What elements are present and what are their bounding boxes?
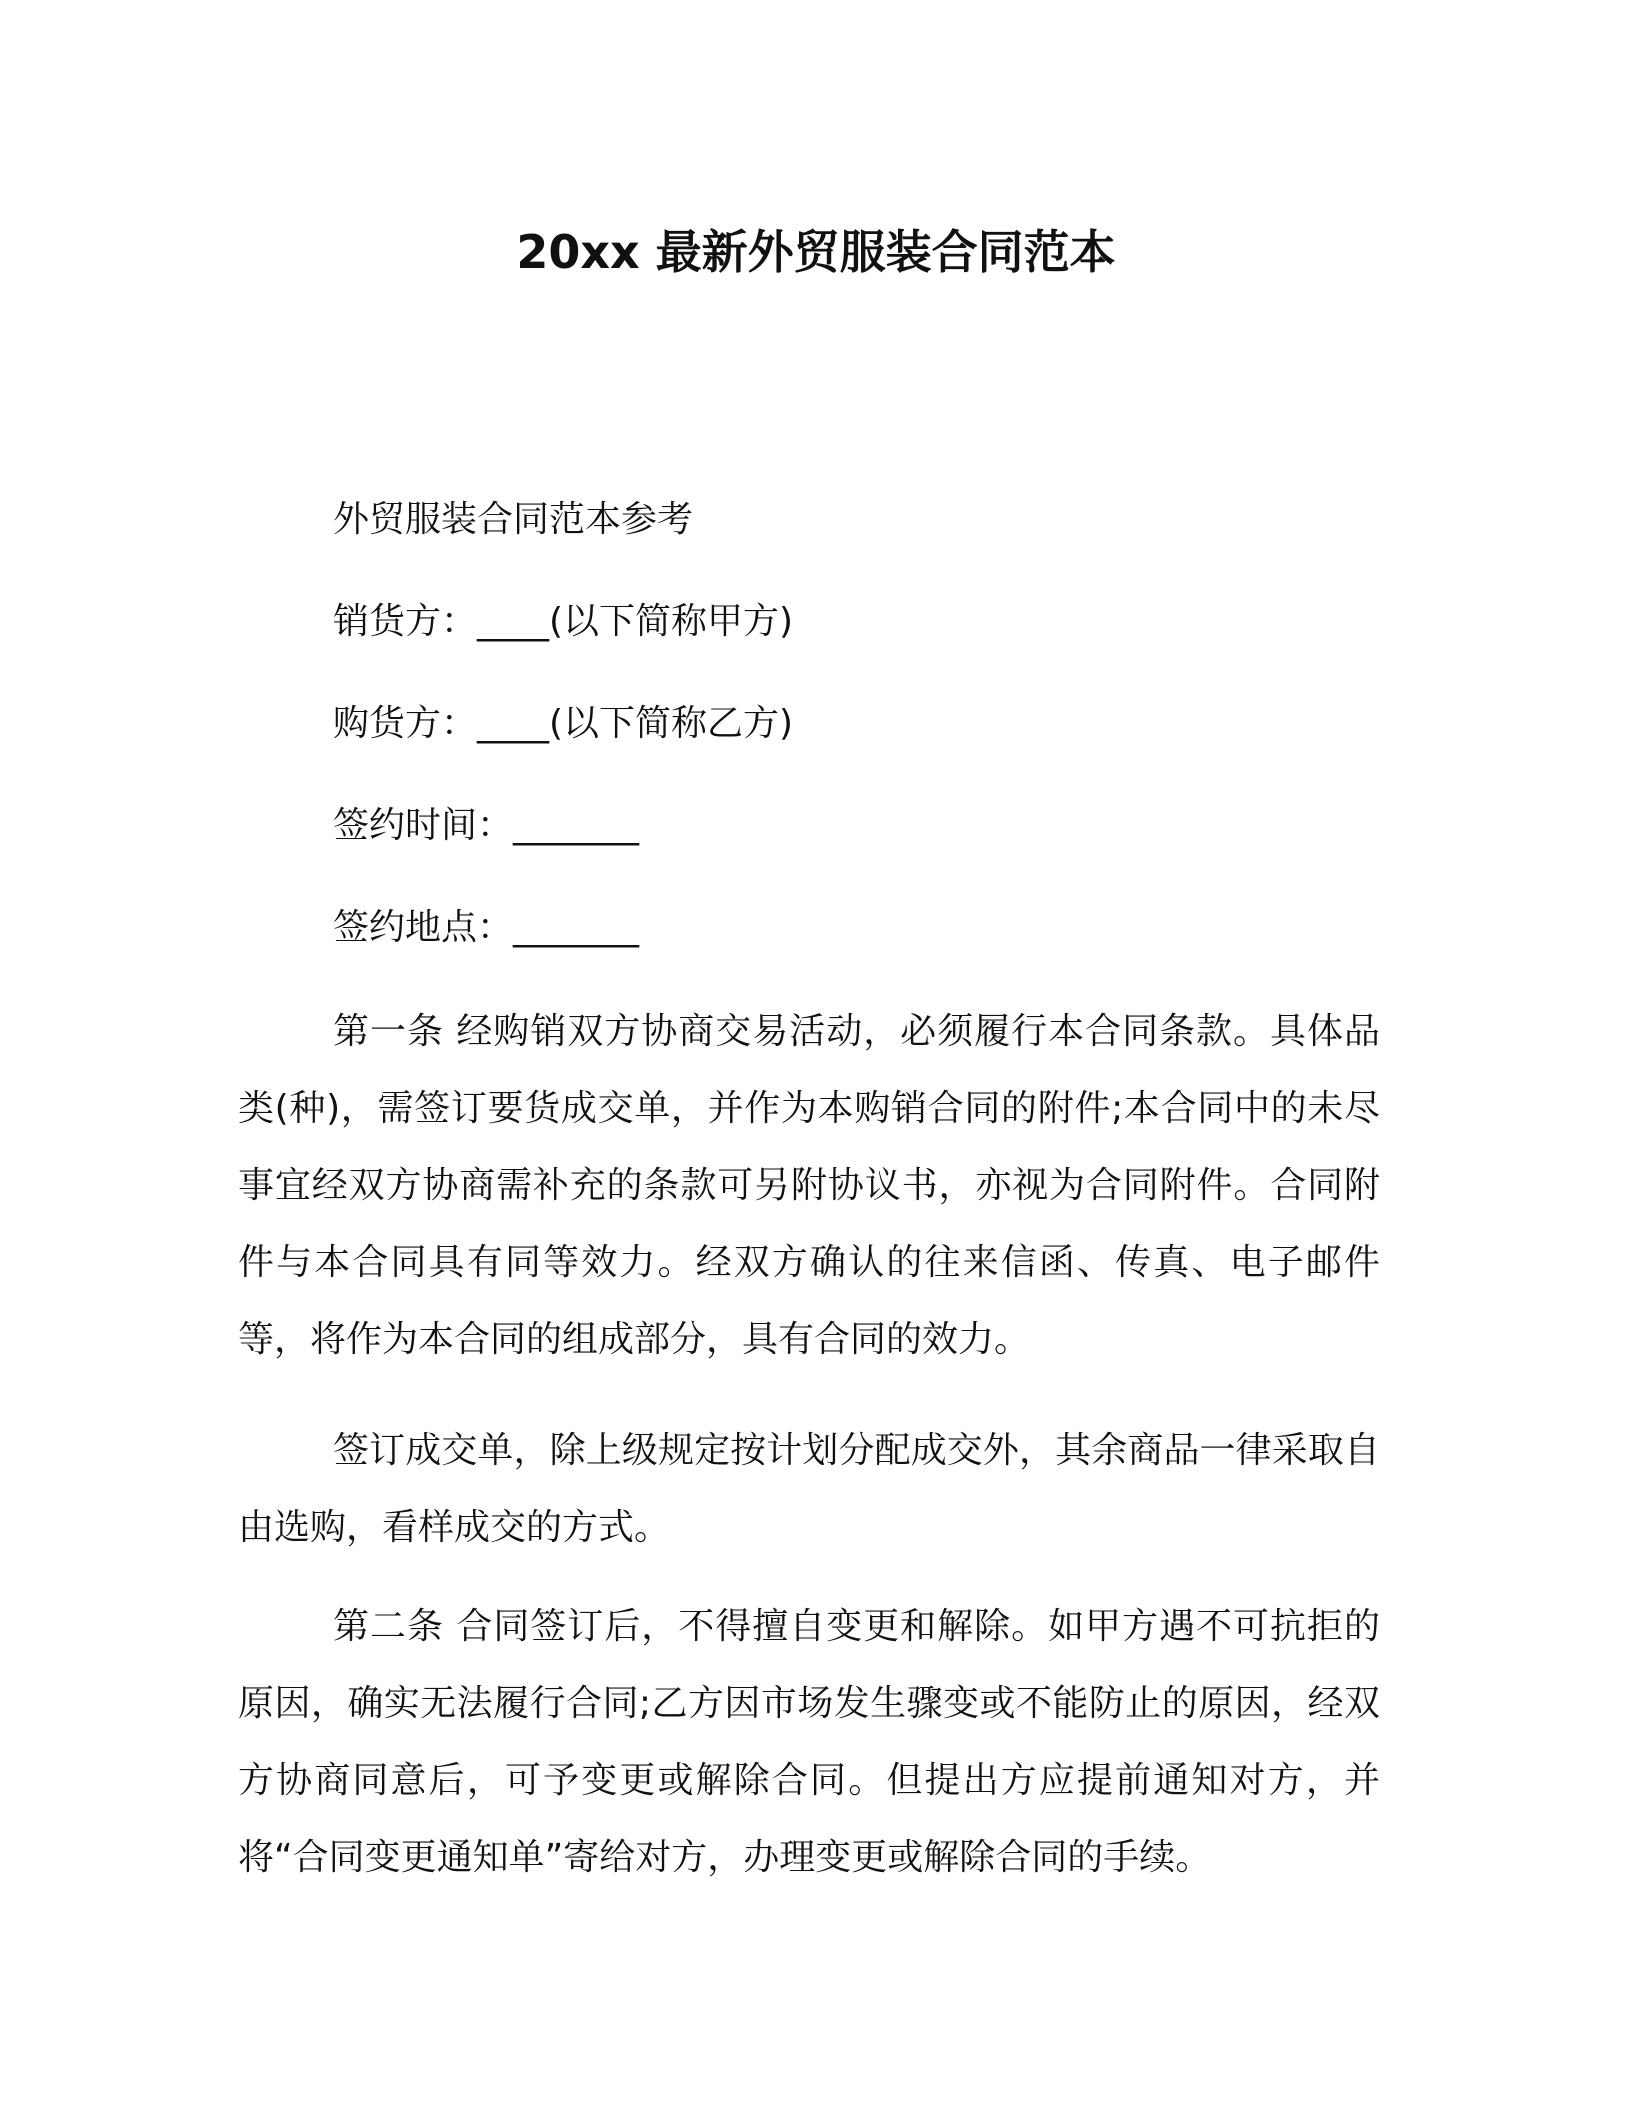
field-buyer-label: 购货方： — [333, 703, 478, 744]
field-sign-time-label: 签约时间： — [333, 805, 514, 846]
paragraph-trade-note: 签订成交单，除上级规定按计划分配成交外，其余商品一律采取自由选购，看样成交的方式。 — [238, 1430, 1380, 1548]
paragraph-article-1: 第一条 经购销双方协商交易活动，必须履行本合同条款。具体品类(种)，需签订要货成交单，并作为本购销合同的附件;本合同中的未尽事宜经双方协商需补充的条款可另附协议书，亦视为合同附件。合同附件与本合同具有同等效力。经双方确认的往来信函、传真、电子邮件等，将作为本合同的组成部分，具有合同的效力。 — [238, 1011, 1380, 1360]
document-subtitle: 外贸服装合同范本参考 — [333, 499, 694, 540]
field-sign-place — [333, 903, 1383, 953]
field-sign-time — [333, 801, 1383, 851]
field-buyer-value: ____(以下简称乙方) — [477, 703, 794, 744]
field-sign-place-value: _______ — [513, 907, 640, 948]
field-seller-label: 销货方： — [333, 601, 478, 642]
field-buyer — [333, 699, 1383, 749]
field-sign-place-label: 签约地点： — [333, 907, 514, 948]
paragraph-article-2: 第二条 合同签订后，不得擅自变更和解除。如甲方遇不可抗拒的原因，确实无法履行合同;乙方因市场发生骤变或不能防止的原因，经双方协商同意后，可予变更或解除合同。但提出方应提前通知对方，并将“合同变更通知单”寄给对方，办理变更或解除合同的手续。 — [238, 1606, 1380, 1878]
field-sign-time-value: _______ — [513, 805, 640, 846]
field-seller — [333, 597, 1383, 647]
field-seller-value: ____(以下简称甲方) — [477, 601, 794, 642]
document-title: 20xx 最新外贸服装合同范本 — [516, 225, 1116, 279]
